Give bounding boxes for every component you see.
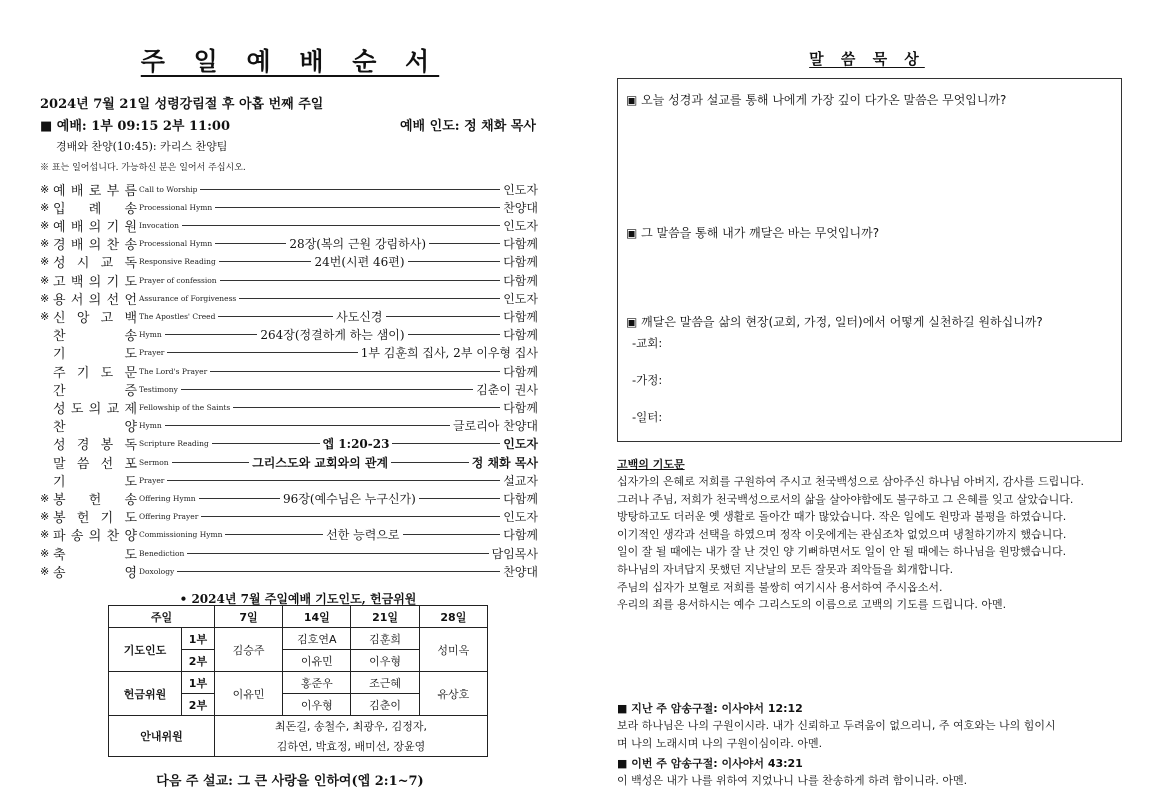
order-item-name: 찬 양 [53, 420, 137, 436]
leader-line [403, 534, 501, 535]
leader-line [199, 498, 280, 499]
order-item [40, 271, 538, 289]
order-item-english: Processional Hymn [139, 202, 213, 212]
order-item-english: Offering Prayer [139, 512, 199, 522]
order-item-english: Scripture Reading [139, 439, 209, 449]
order-item-english: Doxology [139, 566, 175, 576]
leader-line [391, 462, 469, 463]
confession-line: 일이 잘 될 때에는 내가 잘 난 것인 양 기뻐하면서도 일이 안 될 때에는 하나님을 원망했습니다. [617, 545, 1067, 559]
order-item-english: Offering Hymn [139, 493, 196, 503]
table-cell: 유상호 [419, 672, 487, 716]
this-week-verse-text: 이 백성은 내가 나를 위하여 지었나니 나를 찬송하게 하려 함이니라. 아멘. [617, 774, 968, 787]
question-1: ▣ 오늘 성경과 설교를 통해 나에게 가장 깊이 다가온 말씀은 무엇입니까? [626, 93, 1007, 107]
stand-mark: ※ [40, 546, 50, 560]
order-item [40, 398, 538, 416]
table-cell: 이우형 [283, 694, 351, 716]
order-item-name: 찬 송 [53, 329, 137, 345]
table-cell: 이유민 [283, 650, 351, 672]
order-item [40, 417, 538, 435]
confession-title: 고백의 기도문 [617, 458, 685, 471]
header-sunday: 주일 [109, 606, 215, 628]
praise-time: 경배와 찬양(10:45): 카리스 찬양팀 [56, 140, 228, 153]
order-item-content: 그리스도와 교회와의 관계 [252, 455, 389, 470]
table-cell: 성미옥 [419, 628, 487, 672]
question-2: ▣ 그 말씀을 통해 내가 깨달은 바는 무엇입니까? [626, 226, 880, 240]
order-item [40, 453, 538, 471]
confession-line: 주님의 십자가 보혈로 저희를 불쌍히 여기시사 용서하여 주시옵소서. [617, 580, 943, 594]
confession-line: 하나님의 자녀답지 못했던 지난날의 모든 잘못과 죄악들을 회개합니다. [617, 563, 954, 576]
order-item-role: 다함께 [503, 237, 539, 252]
stand-mark: ※ [40, 255, 50, 269]
table-cell: 홍준우 [283, 672, 351, 694]
this-week-verse-heading: ■ 이번 주 암송구절: 이사야서 43:21 [617, 757, 803, 770]
order-item-english: Benediction [139, 548, 185, 558]
confession-line: 십자가의 은혜로 저희를 구원하여 주시고 천국백성으로 삼아주신 하나님 아버지, 감사를 드립니다. [617, 475, 1084, 488]
order-item-name: 봉 헌 송 [53, 492, 137, 508]
order-item-english: Assurance of Forgiveness [139, 293, 237, 303]
order-item-content: 사도신경 [336, 309, 383, 324]
leader-line [408, 334, 501, 335]
worship-times: ■ 예배: 1부 09:15 2부 11:00 [40, 119, 230, 134]
meditation-title: 말 씀 묵 상 [809, 50, 925, 68]
order-item [40, 180, 538, 198]
header-7: 7일 [214, 606, 282, 628]
leader-line [429, 243, 500, 244]
order-item-name: 경 배 의 찬 송 [53, 238, 137, 254]
leader-line [172, 462, 250, 463]
order-item-name: 파 송 의 찬 양 [53, 529, 137, 545]
order-item [40, 253, 538, 271]
order-item-name: 입 례 송 [53, 201, 137, 217]
confession-line: 우리의 죄를 용서하시는 예수 그리스도의 이름으로 고백의 기도를 드립니다. 아멘. [617, 598, 1007, 612]
order-item-name: 축 도 [53, 547, 137, 563]
order-item-role: 담임목사 [491, 546, 538, 561]
stand-mark: ※ [40, 564, 50, 578]
last-week-verse-line-2: 며 나의 노래시며 나의 구원이심이라. 아멘. [617, 737, 823, 750]
order-item [40, 526, 538, 544]
order-item-role: 1부 김훈희 집사, 2부 이우형 집사 [360, 346, 538, 361]
service-1: 1부 [181, 672, 214, 694]
order-item-name: 간 증 [53, 383, 137, 399]
order-item-role: 찬양대 [503, 564, 538, 579]
leader-line [392, 443, 500, 444]
order-item-english: The Lord's Prayer [139, 366, 208, 376]
order-item-name: 기 도 [53, 347, 137, 363]
table-cell: 조근혜 [351, 672, 419, 694]
stand-mark: ※ [40, 309, 50, 323]
stand-mark: ※ [40, 291, 50, 305]
order-item-content: 24번(시편 46편) [314, 255, 405, 270]
last-week-verse-line-1: 보라 하나님은 나의 구원이시라. 내가 신뢰하고 두려움이 없으리니, 주 여호와는 나의 힘이시 [617, 719, 1056, 732]
leader-line [182, 225, 500, 226]
confession-line: 방탕하고도 더러운 옛 생활로 돌아간 때가 많았습니다. 작은 일에도 원망과 불평을 하였습니다. [617, 510, 1067, 524]
order-item-role: 인도자 [503, 218, 538, 233]
order-item-content: 264장(정결하게 하는 샘이) [260, 328, 405, 343]
leader-line [181, 389, 473, 390]
meditation-box [617, 78, 1122, 442]
order-item [40, 489, 538, 507]
table-cell: 김호연A [283, 628, 351, 650]
order-item-role: 다함께 [503, 364, 538, 379]
order-item-role: 다함께 [503, 273, 538, 288]
table-cell: 이우형 [351, 650, 419, 672]
order-item-english: Prayer [139, 348, 165, 358]
order-item-role: 인도자 [503, 182, 538, 197]
order-item-english: Prayer of confession [139, 275, 217, 285]
header-28: 28일 [419, 606, 487, 628]
order-item-role: 다함께 [503, 255, 538, 270]
stand-mark: ※ [40, 218, 50, 232]
leader-line [200, 189, 500, 190]
order-item-role: 정 채화 목사 [471, 455, 539, 470]
order-item [40, 198, 538, 216]
leader-line [201, 516, 500, 517]
order-item-name: 성 시 교 독 [53, 256, 137, 272]
prayer-leader-label: 기도인도 [109, 628, 182, 672]
order-item-english: Commissioning Hymn [139, 530, 223, 540]
schedule-title: • 2024년 7월 주일예배 기도인도, 헌금위원 [179, 592, 417, 606]
leader-line [220, 280, 501, 281]
stand-mark: ※ [40, 510, 50, 524]
leader-line [212, 443, 320, 444]
order-item-name: 봉 헌 기 도 [53, 511, 137, 527]
stand-mark: ※ [40, 273, 50, 287]
order-item-name: 예 배 로 부 름 [53, 183, 137, 199]
order-item [40, 307, 538, 325]
leader-line [167, 352, 357, 353]
stand-mark: ※ [40, 237, 50, 251]
standing-note: ※ 표는 일어섭니다. 가능하신 분은 일어서 주십시오. [40, 163, 246, 173]
order-item-name: 송 영 [53, 565, 137, 581]
order-item [40, 544, 538, 562]
order-item-english: Fellowship of the Saints [139, 402, 231, 412]
order-item-english: Sermon [139, 457, 169, 467]
order-item-english: Invocation [139, 220, 179, 230]
order-item-name: 주 기 도 문 [53, 365, 137, 381]
order-item-content: 엡 1:20-23 [322, 437, 390, 452]
stand-mark: ※ [40, 528, 50, 542]
leader-line [167, 480, 500, 481]
order-item [40, 562, 538, 580]
order-item-role: 인도자 [503, 437, 539, 452]
leader-line [165, 334, 258, 335]
order-item-english: Hymn [139, 330, 162, 340]
order-item-role: 인도자 [503, 510, 538, 525]
order-item-role: 김춘이 권사 [476, 382, 538, 397]
order-item [40, 508, 538, 526]
usher-names-2: 김하연, 박효정, 배미선, 장윤영 [214, 736, 487, 757]
order-item [40, 326, 538, 344]
order-item [40, 344, 538, 362]
leader-line [239, 298, 500, 299]
order-item-content: 96장(예수님은 누구신가) [283, 491, 416, 506]
leader-line [215, 207, 500, 208]
leader-line [408, 261, 501, 262]
leader-line [177, 571, 500, 572]
order-item-role: 다함께 [503, 528, 539, 543]
usher-label: 안내위원 [109, 716, 215, 757]
table-cell: 이유민 [214, 672, 282, 716]
leader-line [219, 261, 312, 262]
order-item-name: 용 서 의 선 언 [53, 292, 137, 308]
worship-leader: 예배 인도: 정 채화 목사 [400, 119, 536, 134]
stand-mark: ※ [40, 491, 50, 505]
order-item-role: 다함께 [503, 328, 538, 343]
leader-line [218, 316, 333, 317]
stand-mark: ※ [40, 182, 50, 196]
order-item [40, 362, 538, 380]
order-item [40, 471, 538, 489]
leader-line [187, 553, 488, 554]
order-item-role: 다함께 [503, 309, 539, 324]
work-label: -일터: [632, 410, 663, 424]
confession-line: 이기적인 생각과 선택을 하였으며 정작 이웃에게는 관심조차 없었으며 냉철하기까지 했습니다. [617, 527, 1067, 541]
order-item-english: Processional Hymn [139, 239, 213, 249]
order-item-role: 설교자 [503, 473, 538, 488]
leader-line [419, 498, 500, 499]
service-2: 2부 [181, 650, 214, 672]
order-item-role: 다함께 [503, 491, 539, 506]
order-item [40, 235, 538, 253]
order-item-role: 글로리아 찬양대 [453, 419, 538, 434]
order-item-role: 다함께 [503, 400, 538, 415]
order-item [40, 216, 538, 234]
bulletin-title: 주 일 예 배 순 서 [140, 47, 440, 76]
church-label: -교회: [632, 336, 663, 350]
order-item-english: Prayer [139, 475, 165, 485]
order-item-english: Responsive Reading [139, 257, 216, 267]
order-item-role: 인도자 [503, 291, 538, 306]
leader-line [233, 407, 500, 408]
service-date: 2024년 7월 21일 성령강림절 후 아홉 번째 주일 [40, 97, 324, 112]
home-label: -가정: [632, 373, 663, 387]
order-item-name: 기 도 [53, 474, 137, 490]
offering-label: 헌금위원 [109, 672, 182, 716]
order-item [40, 380, 538, 398]
table-cell: 김춘이 [351, 694, 419, 716]
header-14: 14일 [283, 606, 351, 628]
order-item-name: 신 앙 고 백 [53, 310, 137, 326]
order-item-english: Hymn [139, 421, 162, 431]
order-item [40, 435, 538, 453]
order-item-english: Call to Worship [139, 184, 198, 194]
order-item-english: The Apostles' Creed [139, 311, 216, 321]
leader-line [215, 243, 286, 244]
confession-line: 그러나 주님, 저희가 천국백성으로서의 삶을 살아야함에도 불구하고 그 은혜를 잊고 살았습니다. [617, 492, 1074, 506]
last-week-verse-heading: ■ 지난 주 암송구절: 이사야서 12:12 [617, 702, 803, 715]
leader-line [210, 371, 500, 372]
order-item-content: 28장(복의 근원 강림하사) [289, 237, 427, 252]
leader-line [165, 425, 450, 426]
order-item-name: 고 백 의 기 도 [53, 274, 137, 290]
question-3: ▣ 깨달은 말씀을 삶의 현장(교회, 가정, 일터)에서 어떻게 실천하길 원하십니까? [626, 315, 1043, 329]
order-item-english: Testimony [139, 384, 178, 394]
table-cell: 김훈희 [351, 628, 419, 650]
order-item [40, 289, 538, 307]
usher-names-1: 최돈길, 송철수, 최광우, 김정자, [214, 716, 487, 737]
order-item-name: 성 도 의 교 제 [53, 401, 137, 417]
order-item-name: 예 배 의 기 원 [53, 219, 137, 235]
stand-mark: ※ [40, 200, 50, 214]
next-sermon: 다음 주 설교: 그 큰 사랑을 인하여(엡 2:1~7) [156, 774, 424, 789]
service-2: 2부 [181, 694, 214, 716]
schedule-table [108, 605, 488, 757]
leader-line [386, 316, 501, 317]
leader-line [225, 534, 323, 535]
order-item-content: 선한 능력으로 [326, 528, 400, 543]
header-21: 21일 [351, 606, 419, 628]
table-cell: 김승주 [214, 628, 282, 672]
order-item-role: 찬양대 [503, 200, 538, 215]
order-item-name: 말 씀 선 포 [53, 456, 137, 472]
service-1: 1부 [181, 628, 214, 650]
order-item-name: 성 경 봉 독 [53, 438, 137, 454]
